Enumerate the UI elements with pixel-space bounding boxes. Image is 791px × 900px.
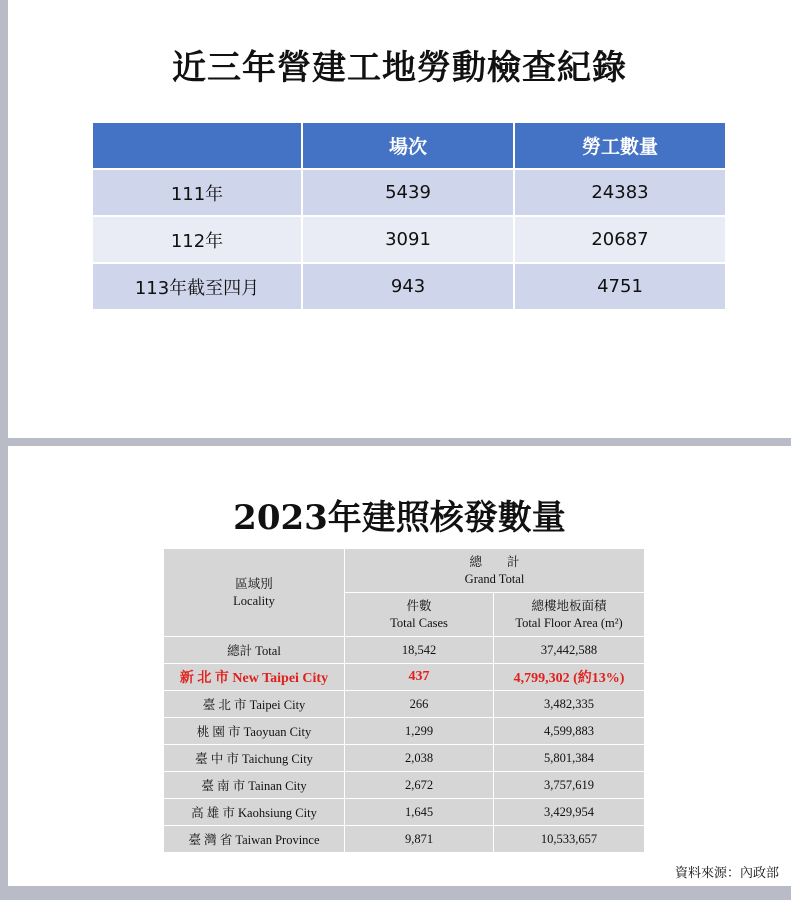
year-cell: 112年	[92, 216, 302, 263]
workers-cell: 24383	[514, 169, 726, 216]
area-header	[494, 593, 645, 637]
cases-cell: 437	[345, 664, 494, 691]
table-row	[164, 691, 645, 718]
locality-cell: 總計 Total	[164, 637, 345, 664]
cases-cell: 18,542	[345, 637, 494, 664]
cases-cell: 1,645	[345, 799, 494, 826]
locality-header-en: Locality	[233, 593, 275, 608]
year-cell: 111年	[92, 169, 302, 216]
table-row	[92, 169, 726, 216]
cases-header-zh: 件數	[406, 598, 432, 613]
cases-header	[345, 593, 494, 637]
inspection-table	[91, 121, 727, 311]
slide-title: 近三年營建工地勞動檢查紀錄	[172, 48, 627, 88]
header-cell-workers: 勞工數量	[514, 122, 726, 169]
area-cell: 37,442,588	[494, 637, 645, 664]
locality-cell: 臺 南 市 Tainan City	[164, 772, 345, 799]
slide-title: 2023年建照核發數量	[233, 498, 566, 538]
area-cell: 10,533,657	[494, 826, 645, 853]
locality-cell: 臺 灣 省 Taiwan Province	[164, 826, 345, 853]
table-row	[164, 745, 645, 772]
table-row	[164, 637, 645, 664]
table-row	[164, 718, 645, 745]
table-header-row	[92, 122, 726, 169]
table-row	[164, 826, 645, 853]
area-cell: 4,799,302 (約13%)	[494, 664, 645, 691]
locality-cell: 高 雄 市 Kaohsiung City	[164, 799, 345, 826]
area-cell: 3,757,619	[494, 772, 645, 799]
cases-cell: 2,672	[345, 772, 494, 799]
source-note: 資料來源：內政部	[674, 866, 779, 881]
area-cell: 3,429,954	[494, 799, 645, 826]
sessions-cell: 943	[302, 263, 514, 310]
workers-cell: 20687	[514, 216, 726, 263]
locality-cell: 新 北 市 New Taipei City	[164, 664, 345, 691]
table-header-row	[164, 549, 645, 593]
locality-cell: 臺 中 市 Taichung City	[164, 745, 345, 772]
sessions-cell: 3091	[302, 216, 514, 263]
grand-total-header-zh: 總 計	[469, 554, 520, 569]
header-cell-empty	[92, 122, 302, 169]
table-row	[92, 263, 726, 310]
table-row-highlighted	[164, 664, 645, 691]
year-cell: 113年截至四月	[92, 263, 302, 310]
cases-cell: 2,038	[345, 745, 494, 772]
table-row	[164, 799, 645, 826]
slide-building-permits	[8, 446, 791, 886]
area-header-en: Total Floor Area (m²)	[515, 615, 623, 630]
cases-cell: 1,299	[345, 718, 494, 745]
area-cell: 5,801,384	[494, 745, 645, 772]
grand-total-header-en: Grand Total	[464, 571, 525, 586]
cases-cell: 9,871	[345, 826, 494, 853]
locality-header	[164, 549, 345, 637]
cases-header-en: Total Cases	[390, 615, 448, 630]
area-cell: 4,599,883	[494, 718, 645, 745]
area-cell: 3,482,335	[494, 691, 645, 718]
cases-cell: 266	[345, 691, 494, 718]
header-cell-sessions: 場次	[302, 122, 514, 169]
slide-inspection-records	[8, 0, 791, 438]
workers-cell: 4751	[514, 263, 726, 310]
table-row	[164, 772, 645, 799]
grand-total-header	[345, 549, 645, 593]
locality-cell: 臺 北 市 Taipei City	[164, 691, 345, 718]
locality-cell: 桃 園 市 Taoyuan City	[164, 718, 345, 745]
sessions-cell: 5439	[302, 169, 514, 216]
area-header-zh: 總樓地板面積	[531, 598, 607, 613]
locality-header-zh: 區域別	[235, 576, 273, 591]
table-row	[92, 216, 726, 263]
permits-table	[163, 548, 645, 853]
